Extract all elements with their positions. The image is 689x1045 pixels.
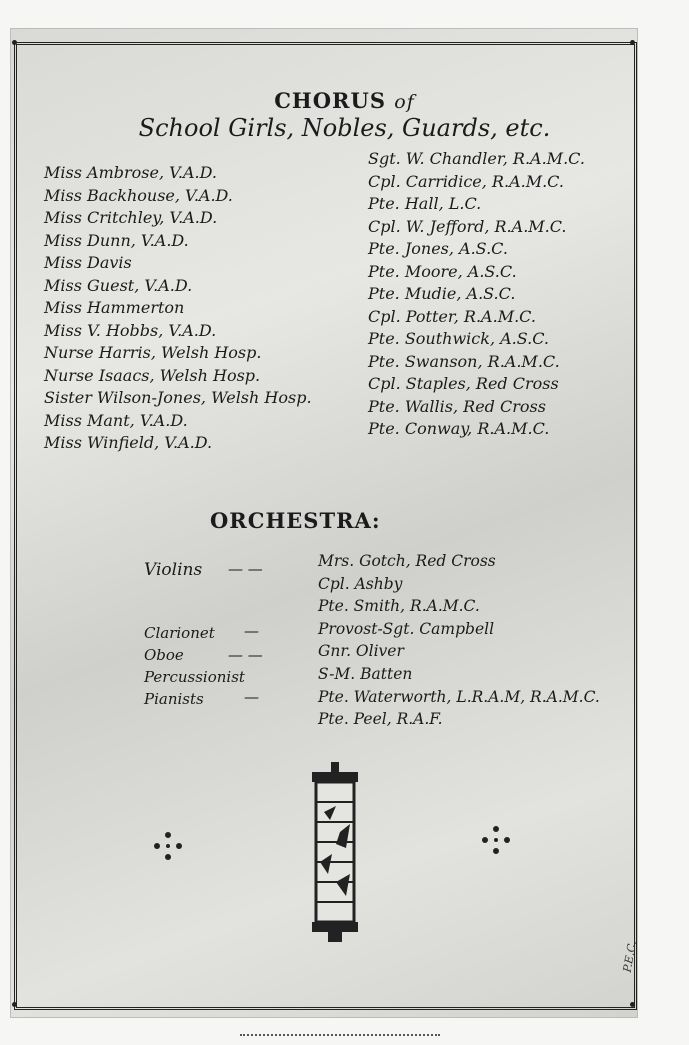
player: Gnr. Oliver [318, 642, 404, 661]
chorus-member: Cpl. Carridice, R.A.M.C. [368, 171, 564, 191]
diamond-dots-ornament-icon [152, 830, 184, 862]
chorus-member: Miss Winfield, V.A.D. [44, 433, 213, 452]
chorus-member: Sister Wilson-Jones, Welsh Hosp. [44, 388, 312, 407]
instrument-clarionet: Clarionet [144, 624, 215, 642]
chorus-member: Cpl. W. Jefford, R.A.M.C. [368, 216, 567, 236]
player: Pte. Waterworth, L.R.A.M, R.A.M.C. [318, 687, 600, 706]
chorus-member: Miss Davis [44, 253, 132, 272]
chorus-member: Miss Critchley, V.A.D. [44, 208, 218, 227]
chorus-member: Miss Ambrose, V.A.D. [44, 163, 217, 182]
chorus-member: Pte. Conway, R.A.M.C. [368, 419, 550, 438]
orchestra-players [318, 550, 600, 731]
player: Provost-Sgt. Campbell [318, 619, 495, 638]
chorus-member: Miss Mant, V.A.D. [44, 410, 188, 430]
instrument-percussionist: Percussionist [144, 668, 245, 686]
chorus-member: Cpl. Potter, R.A.M.C. [368, 306, 536, 326]
border-dot [12, 40, 17, 45]
chorus-member: Pte. Jones, A.S.C. [368, 239, 508, 258]
player: Pte. Smith, R.A.M.C. [318, 597, 480, 616]
lantern-illustration-icon [306, 762, 364, 942]
player: Pte. Peel, R.A.F. [318, 710, 443, 729]
player: Mrs. Gotch, Red Cross [318, 552, 496, 570]
instrument-violins: Violins [144, 560, 203, 580]
chorus-member: Miss Guest, V.A.D. [44, 275, 193, 295]
chorus-member: Pte. Mudie, A.S.C. [368, 284, 516, 303]
chorus-subtitle: School Girls, Nobles, Guards, etc. [138, 114, 551, 142]
chorus-member: Miss V. Hobbs, V.A.D. [44, 320, 217, 340]
diamond-dots-ornament-icon [480, 824, 512, 856]
instrument-oboe: Oboe [144, 646, 184, 664]
chorus-member: Pte. Wallis, Red Cross [368, 396, 546, 416]
of-word: of [394, 91, 415, 113]
dash-pianists: — [244, 688, 259, 706]
chorus-title [0, 88, 689, 113]
chorus-member: Pte. Moore, A.S.C. [368, 261, 517, 281]
chorus-word: CHORUS [274, 88, 386, 113]
border-dot [630, 1002, 635, 1007]
dash-violins: — — [228, 560, 263, 578]
chorus-member: Pte. Swanson, R.A.M.C. [368, 351, 560, 371]
border-dot [630, 40, 635, 45]
instrument-pianists: Pianists [144, 690, 204, 708]
chorus-member: Miss Dunn, V.A.D. [44, 230, 189, 250]
chorus-member: Pte. Southwick, A.S.C. [368, 329, 549, 348]
player: S-M. Batten [318, 664, 413, 683]
dash-oboe: — — [228, 646, 263, 664]
page-edge-mark [240, 1026, 440, 1036]
chorus-member: Nurse Harris, Welsh Hosp. [44, 343, 262, 362]
chorus-member: Nurse Isaacs, Welsh Hosp. [44, 365, 261, 385]
chorus-member: Miss Hammerton [44, 298, 185, 317]
chorus-member: Miss Backhouse, V.A.D. [44, 185, 233, 205]
chorus-right-list [368, 148, 585, 441]
chorus-member: Cpl. Staples, Red Cross [368, 374, 559, 393]
chorus-member: Sgt. W. Chandler, R.A.M.C. [368, 149, 585, 168]
border-dot [12, 1002, 17, 1007]
dash-clarionet: — [244, 622, 259, 640]
orchestra-title: ORCHESTRA: [210, 508, 381, 533]
chorus-left-list [44, 162, 312, 455]
artist-signature: P.E.C. [620, 939, 640, 974]
player: Cpl. Ashby [318, 574, 403, 593]
chorus-member: Pte. Hall, L.C. [368, 194, 482, 213]
